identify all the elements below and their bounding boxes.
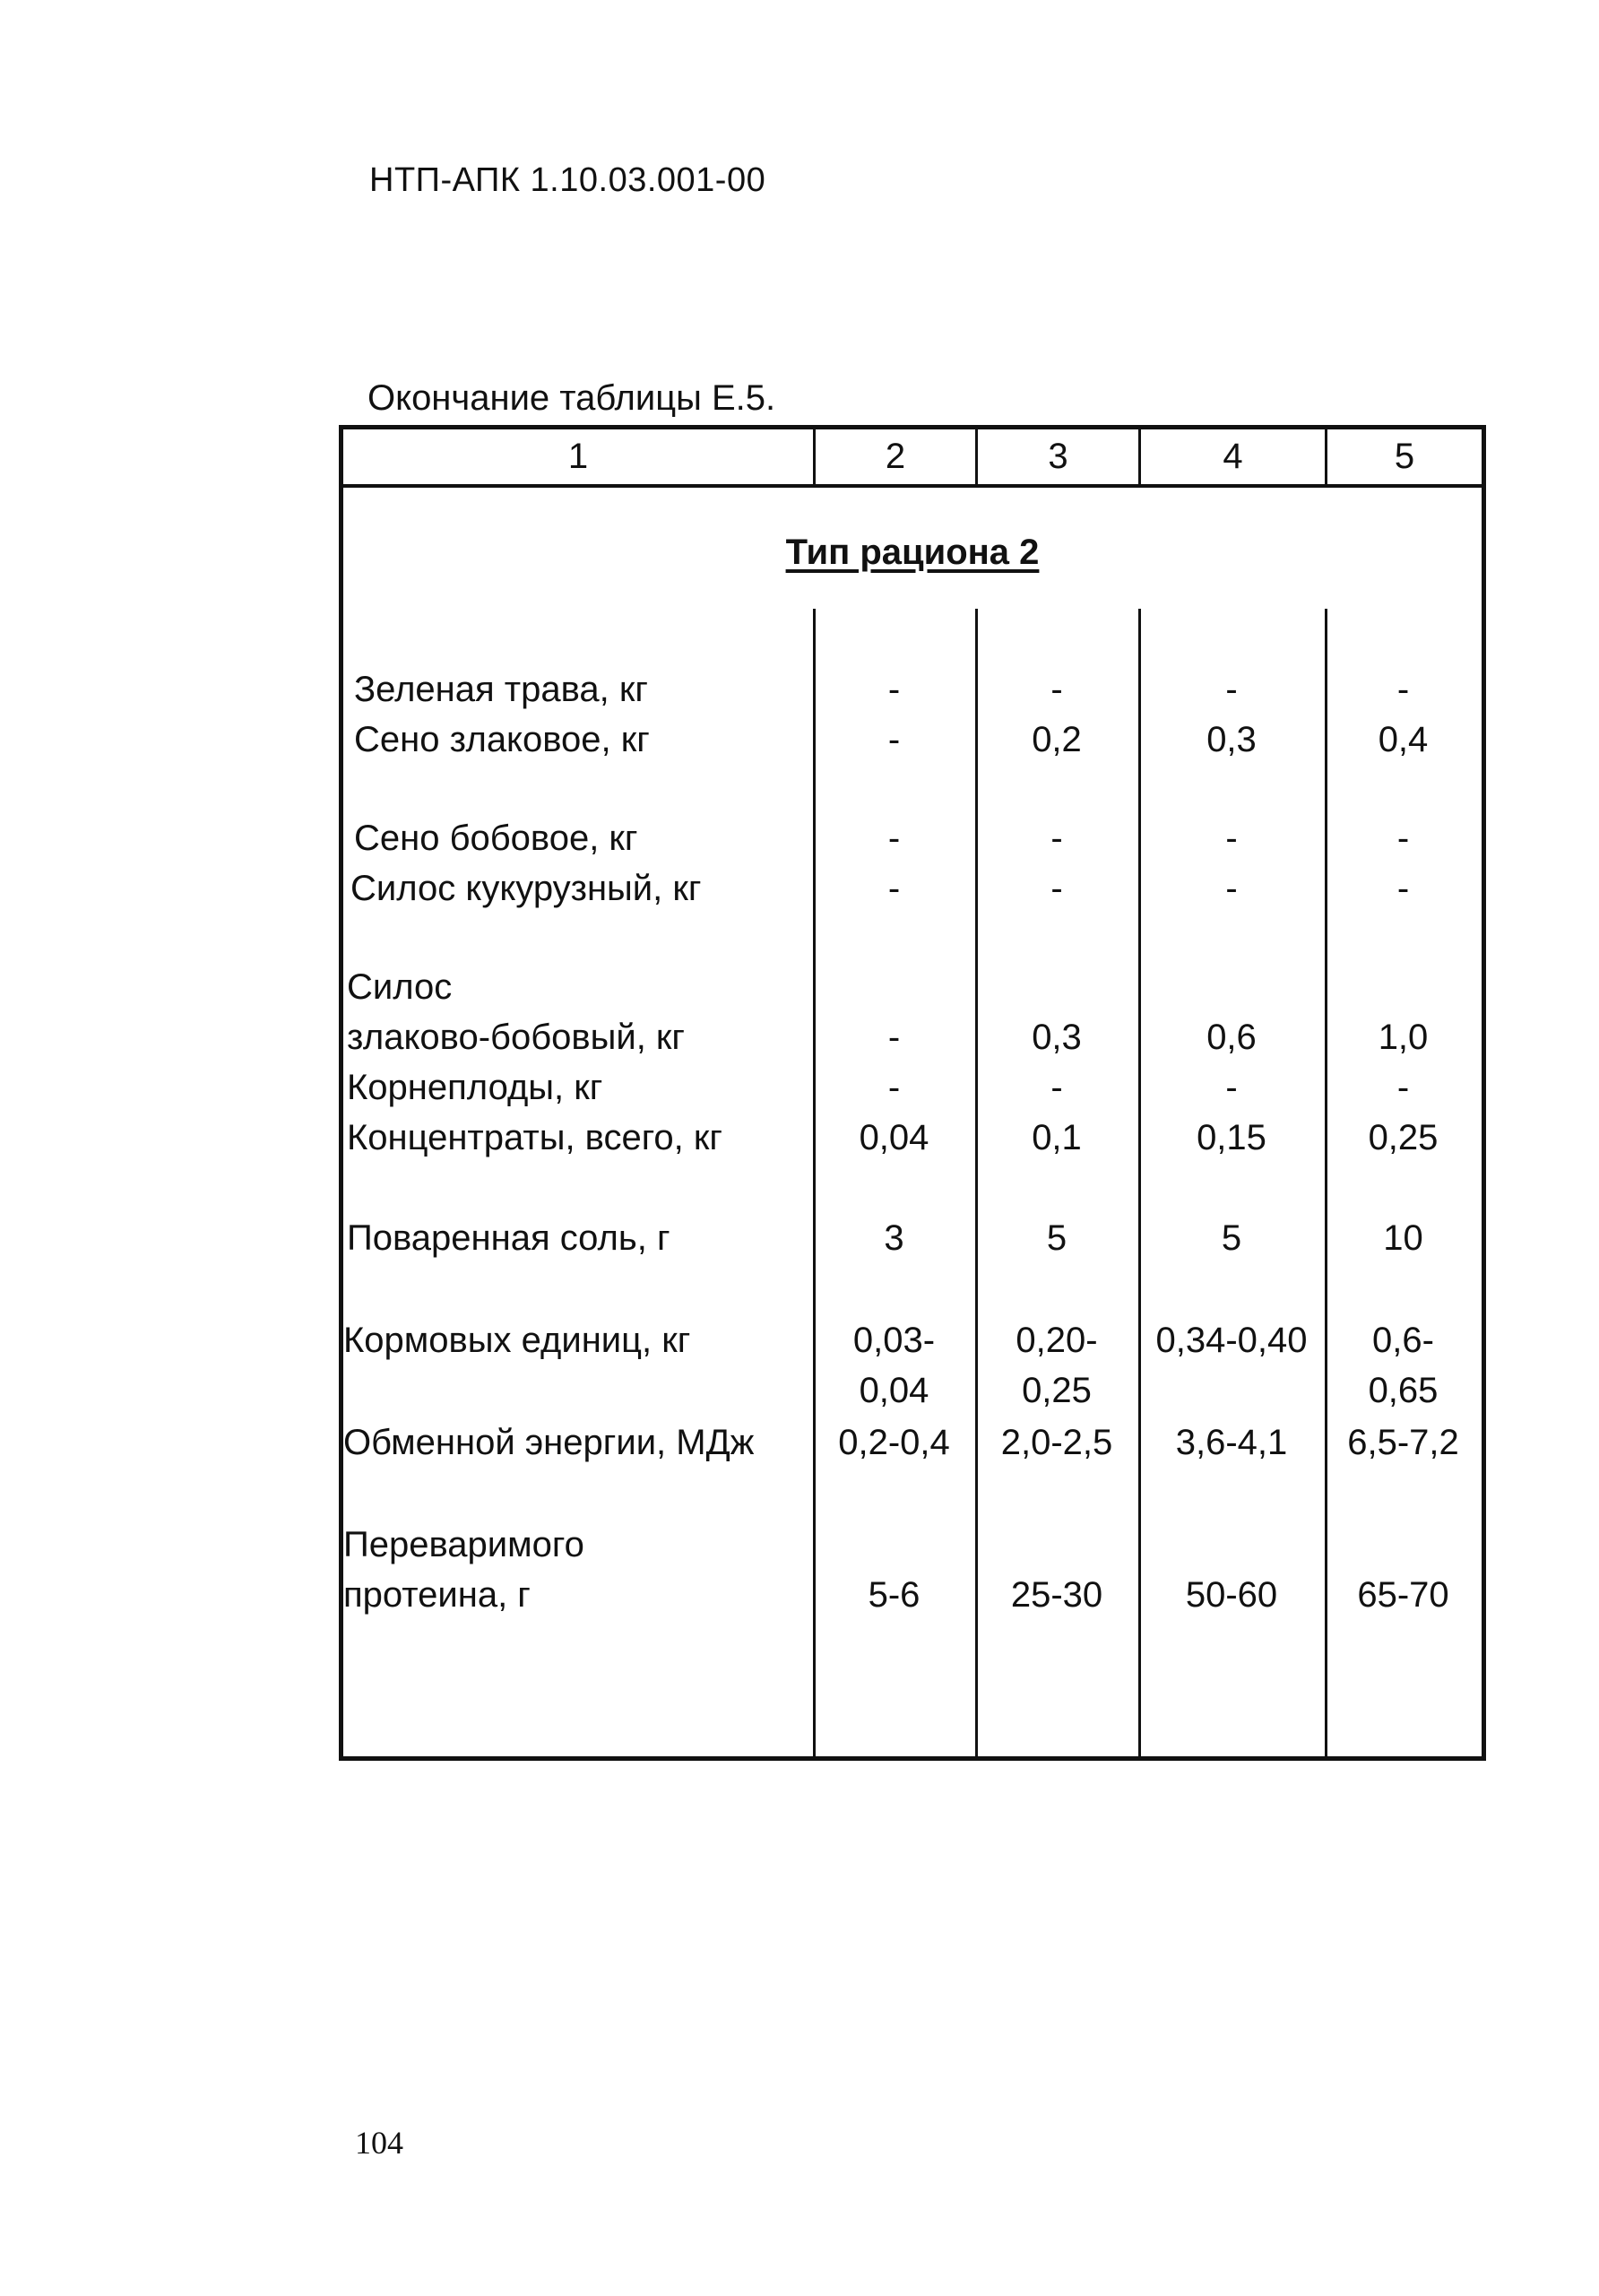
row-label: Силос кукурузный, кг xyxy=(350,869,702,908)
column-header-5: 5 xyxy=(1325,429,1482,484)
row-value: 0,6 xyxy=(1206,1018,1257,1057)
table-caption: Окончание таблицы Е.5. xyxy=(367,378,776,418)
row-value: 0,25 xyxy=(1368,1118,1439,1157)
row-value: 0,2-0,4 xyxy=(838,1423,950,1462)
row-label: злаково-бобовый, кг xyxy=(347,1018,686,1057)
row-value: - xyxy=(887,670,901,709)
column-header-4: 4 xyxy=(1138,429,1325,484)
row-value: - xyxy=(1396,869,1410,908)
row-value: - xyxy=(1050,869,1063,908)
row-value: 0,6- xyxy=(1372,1321,1434,1360)
row-value: - xyxy=(1050,670,1063,709)
row-value: - xyxy=(887,869,901,908)
row-value: 25-30 xyxy=(1010,1575,1103,1615)
row-value: 50-60 xyxy=(1185,1575,1278,1615)
row-label: Переваримого xyxy=(343,1525,584,1564)
row-value: 0,25 xyxy=(1022,1371,1092,1410)
row-value: 5 xyxy=(1221,1218,1242,1258)
row-value: 10 xyxy=(1383,1218,1423,1258)
row-value: - xyxy=(887,1018,901,1057)
section-title: Тип рациона 2 xyxy=(785,533,1040,572)
row-value: 6,5-7,2 xyxy=(1347,1423,1459,1462)
row-label: Сено бобовое, кг xyxy=(354,819,638,858)
row-value: 0,65 xyxy=(1368,1371,1439,1410)
row-value: 0,03- xyxy=(852,1321,936,1360)
row-value: - xyxy=(887,819,901,858)
row-value: - xyxy=(1225,819,1238,858)
row-label: Силос xyxy=(347,967,453,1007)
row-label: Концентраты, всего, кг xyxy=(347,1118,722,1157)
table-header-row xyxy=(343,429,1482,488)
row-value: 0,04 xyxy=(859,1118,929,1157)
row-value: - xyxy=(1225,670,1238,709)
row-label: Обменной энергии, МДж xyxy=(343,1423,755,1462)
row-label: Сено злаковое, кг xyxy=(354,720,650,759)
row-label: Кормовых единиц, кг xyxy=(343,1321,691,1360)
row-value: - xyxy=(1396,670,1410,709)
row-value: - xyxy=(1396,1068,1410,1107)
row-value: 65-70 xyxy=(1357,1575,1449,1615)
row-value: - xyxy=(887,720,901,759)
row-value: 0,3 xyxy=(1206,720,1257,759)
row-value: - xyxy=(1225,1068,1238,1107)
row-value: 0,2 xyxy=(1032,720,1082,759)
row-value: 5 xyxy=(1046,1218,1067,1258)
row-label: Зеленая трава, кг xyxy=(354,670,648,709)
row-value: 2,0-2,5 xyxy=(1000,1423,1113,1462)
row-value: - xyxy=(1225,869,1238,908)
page-number: 104 xyxy=(355,2125,403,2161)
row-value: 3,6-4,1 xyxy=(1175,1423,1288,1462)
row-value: 0,04 xyxy=(859,1371,929,1410)
row-label: Корнеплоды, кг xyxy=(347,1068,603,1107)
row-label: Поваренная соль, г xyxy=(347,1218,670,1258)
row-value: 0,1 xyxy=(1032,1118,1082,1157)
feed-ration-table xyxy=(339,425,1486,1761)
column-header-1: 1 xyxy=(567,437,589,476)
row-value: - xyxy=(1050,819,1063,858)
row-value: 0,34-0,40 xyxy=(1155,1321,1308,1360)
row-value: 5-6 xyxy=(868,1575,921,1615)
row-value: - xyxy=(1050,1068,1063,1107)
document-code: НТП-АПК 1.10.03.001-00 xyxy=(369,161,766,199)
row-value: 0,20- xyxy=(1016,1321,1098,1360)
row-value: 0,4 xyxy=(1378,720,1429,759)
row-value: 1,0 xyxy=(1378,1018,1429,1057)
row-value: - xyxy=(1396,819,1410,858)
row-value: 0,15 xyxy=(1197,1118,1266,1157)
column-header-3: 3 xyxy=(975,429,1138,484)
row-value: 0,3 xyxy=(1032,1018,1082,1057)
column-header-2: 2 xyxy=(813,429,975,484)
row-value: 3 xyxy=(884,1218,904,1258)
row-value: - xyxy=(887,1068,901,1107)
row-label: протеина, г xyxy=(343,1575,531,1615)
